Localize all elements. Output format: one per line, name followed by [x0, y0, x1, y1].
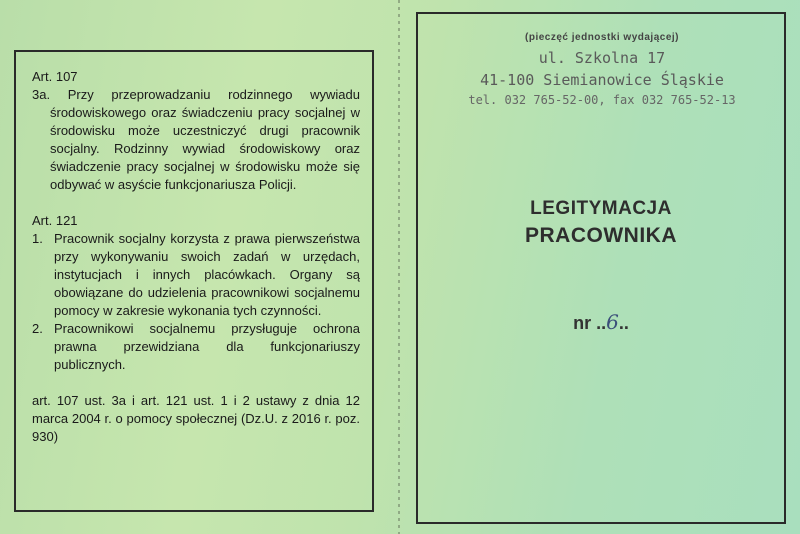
card-title-line1: LEGITYMACJA	[530, 198, 672, 219]
list-text: Pracownikowi socjalnemu przysługuje ochrona prawna przewidziana dla funkcjonariuszy publicznych.	[54, 321, 360, 372]
art107-text: 3a. Przy przeprowadzaniu rodzinnego wywiadu środowiskowego oraz świadczeniu pracy socjalnej w środowisku może uczestniczyć drugi pracownik socjalny. Rodzinny wywiad środowiskowy oraz świadczenie pracy socjalnej w środowisku może się odbywać w asyście funkcjonariusza Policji.	[32, 87, 360, 192]
card-number-value: 6	[606, 310, 619, 334]
stamp-caption: (pieczęć jednostki wydającej)	[525, 32, 679, 43]
list-text: Pracownik socjalny korzysta z prawa pierwszeństwa przy wykonywaniu swoich zadań w urzędach, instytucjach i innych placówkach. Organy są obowiązane do udzielenia pracownikowi socjalnemu pomocy w zakresie wykonania tych czynności.	[54, 231, 360, 318]
art121-title: Art. 121	[32, 213, 78, 228]
right-panel	[416, 12, 786, 524]
art107-title: Art. 107	[32, 69, 78, 84]
list-number: 1.	[32, 231, 43, 246]
list-number: 2.	[32, 321, 43, 336]
card-title	[418, 198, 784, 248]
legal-text	[32, 68, 360, 459]
left-panel	[14, 50, 374, 512]
issuer-stamp	[430, 32, 774, 107]
art121-item	[32, 230, 360, 320]
stamp-street: ul. Szkolna 17	[538, 49, 666, 67]
art121-item	[32, 320, 360, 374]
fold-line	[398, 0, 400, 534]
card-title-line2: PRACOWNIKA	[525, 224, 677, 247]
legal-footnote: art. 107 ust. 3a i art. 121 ust. 1 i 2 ustawy z dnia 12 marca 2004 r. o pomocy społecznej (Dz.U. z 2016 r. poz. 930)	[32, 393, 360, 444]
stamp-phone: tel. 032 765-52-00, fax 032 765-52-13	[468, 93, 736, 107]
card-number-label: nr	[573, 313, 592, 333]
card-number: nr ..6..	[573, 310, 629, 334]
stamp-city: 41-100 Siemianowice Śląskie	[480, 71, 724, 89]
